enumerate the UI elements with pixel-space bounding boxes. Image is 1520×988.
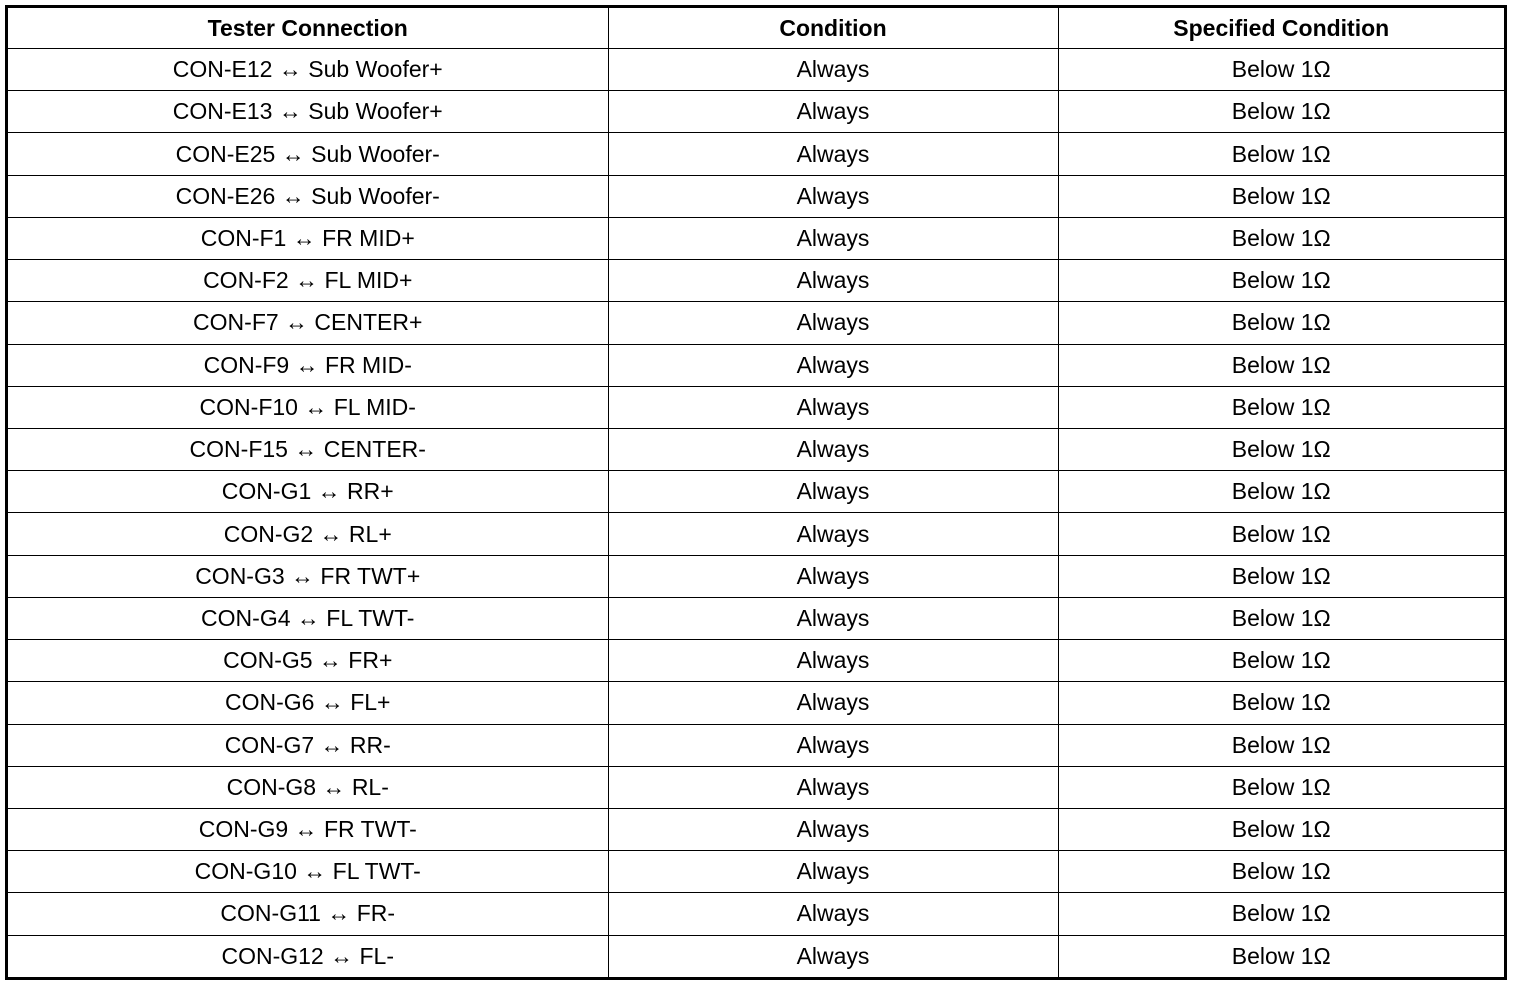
specified-condition-cell: Below 1Ω	[1058, 175, 1504, 217]
specified-condition-cell: Below 1Ω	[1058, 935, 1504, 977]
table-row	[8, 260, 1504, 302]
tester-connection-cell: CON-G12 ↔ FL-	[8, 935, 608, 977]
specified-condition-cell: Below 1Ω	[1058, 766, 1504, 808]
condition-cell: Always	[608, 386, 1058, 428]
condition-cell: Always	[608, 766, 1058, 808]
header-row	[8, 8, 1504, 49]
table-body	[8, 49, 1504, 978]
tester-connection-cell: CON-F2 ↔ FL MID+	[8, 260, 608, 302]
table-row	[8, 724, 1504, 766]
condition-cell: Always	[608, 471, 1058, 513]
specified-condition-cell: Below 1Ω	[1058, 597, 1504, 639]
tester-connection-cell: CON-F7 ↔ CENTER+	[8, 302, 608, 344]
tester-connection-cell: CON-F1 ↔ FR MID+	[8, 217, 608, 259]
tester-connection-cell: CON-E13 ↔ Sub Woofer+	[8, 91, 608, 133]
condition-cell: Always	[608, 808, 1058, 850]
condition-cell: Always	[608, 260, 1058, 302]
table-row	[8, 935, 1504, 977]
specified-condition-cell: Below 1Ω	[1058, 893, 1504, 935]
tester-connection-cell: CON-E26 ↔ Sub Woofer-	[8, 175, 608, 217]
tester-connection-cell: CON-F10 ↔ FL MID-	[8, 386, 608, 428]
specified-condition-cell: Below 1Ω	[1058, 302, 1504, 344]
header-tester-connection: Tester Connection	[8, 8, 608, 49]
table-row	[8, 851, 1504, 893]
specified-condition-cell: Below 1Ω	[1058, 682, 1504, 724]
specified-condition-cell: Below 1Ω	[1058, 386, 1504, 428]
tester-connection-cell: CON-G8 ↔ RL-	[8, 766, 608, 808]
condition-cell: Always	[608, 893, 1058, 935]
tester-connection-cell: CON-G4 ↔ FL TWT-	[8, 597, 608, 639]
specified-condition-cell: Below 1Ω	[1058, 260, 1504, 302]
condition-cell: Always	[608, 555, 1058, 597]
table-row	[8, 597, 1504, 639]
table-row	[8, 386, 1504, 428]
table-row	[8, 808, 1504, 850]
tester-connection-cell: CON-F15 ↔ CENTER-	[8, 428, 608, 470]
condition-cell: Always	[608, 682, 1058, 724]
table-row	[8, 428, 1504, 470]
table-row	[8, 555, 1504, 597]
condition-cell: Always	[608, 851, 1058, 893]
specified-condition-cell: Below 1Ω	[1058, 808, 1504, 850]
condition-cell: Always	[608, 302, 1058, 344]
condition-cell: Always	[608, 91, 1058, 133]
table-row	[8, 766, 1504, 808]
table-row	[8, 49, 1504, 91]
inspection-table-frame	[5, 5, 1507, 980]
specified-condition-cell: Below 1Ω	[1058, 640, 1504, 682]
table-row	[8, 513, 1504, 555]
specified-condition-cell: Below 1Ω	[1058, 133, 1504, 175]
tester-connection-cell: CON-G6 ↔ FL+	[8, 682, 608, 724]
tester-connection-cell: CON-E12 ↔ Sub Woofer+	[8, 49, 608, 91]
condition-cell: Always	[608, 217, 1058, 259]
tester-connection-cell: CON-G11 ↔ FR-	[8, 893, 608, 935]
tester-connection-cell: CON-G10 ↔ FL TWT-	[8, 851, 608, 893]
tester-connection-cell: CON-G9 ↔ FR TWT-	[8, 808, 608, 850]
table-row	[8, 217, 1504, 259]
table-row	[8, 302, 1504, 344]
table-row	[8, 175, 1504, 217]
specified-condition-cell: Below 1Ω	[1058, 49, 1504, 91]
specified-condition-cell: Below 1Ω	[1058, 91, 1504, 133]
condition-cell: Always	[608, 935, 1058, 977]
condition-cell: Always	[608, 640, 1058, 682]
specified-condition-cell: Below 1Ω	[1058, 851, 1504, 893]
condition-cell: Always	[608, 428, 1058, 470]
condition-cell: Always	[608, 175, 1058, 217]
specified-condition-cell: Below 1Ω	[1058, 471, 1504, 513]
table-row	[8, 471, 1504, 513]
table-row	[8, 133, 1504, 175]
specified-condition-cell: Below 1Ω	[1058, 217, 1504, 259]
specified-condition-cell: Below 1Ω	[1058, 555, 1504, 597]
tester-connection-cell: CON-E25 ↔ Sub Woofer-	[8, 133, 608, 175]
header-specified-condition: Specified Condition	[1058, 8, 1504, 49]
tester-connection-cell: CON-G3 ↔ FR TWT+	[8, 555, 608, 597]
tester-connection-cell: CON-G5 ↔ FR+	[8, 640, 608, 682]
header-condition: Condition	[608, 8, 1058, 49]
specified-condition-cell: Below 1Ω	[1058, 513, 1504, 555]
specified-condition-cell: Below 1Ω	[1058, 428, 1504, 470]
specified-condition-cell: Below 1Ω	[1058, 724, 1504, 766]
condition-cell: Always	[608, 133, 1058, 175]
table-header	[8, 8, 1504, 49]
tester-connection-cell: CON-G2 ↔ RL+	[8, 513, 608, 555]
condition-cell: Always	[608, 597, 1058, 639]
inspection-table	[8, 8, 1504, 977]
table-row	[8, 682, 1504, 724]
specified-condition-cell: Below 1Ω	[1058, 344, 1504, 386]
tester-connection-cell: CON-F9 ↔ FR MID-	[8, 344, 608, 386]
table-row	[8, 344, 1504, 386]
table-row	[8, 640, 1504, 682]
table-row	[8, 893, 1504, 935]
tester-connection-cell: CON-G1 ↔ RR+	[8, 471, 608, 513]
condition-cell: Always	[608, 344, 1058, 386]
condition-cell: Always	[608, 49, 1058, 91]
tester-connection-cell: CON-G7 ↔ RR-	[8, 724, 608, 766]
table-row	[8, 91, 1504, 133]
condition-cell: Always	[608, 513, 1058, 555]
condition-cell: Always	[608, 724, 1058, 766]
